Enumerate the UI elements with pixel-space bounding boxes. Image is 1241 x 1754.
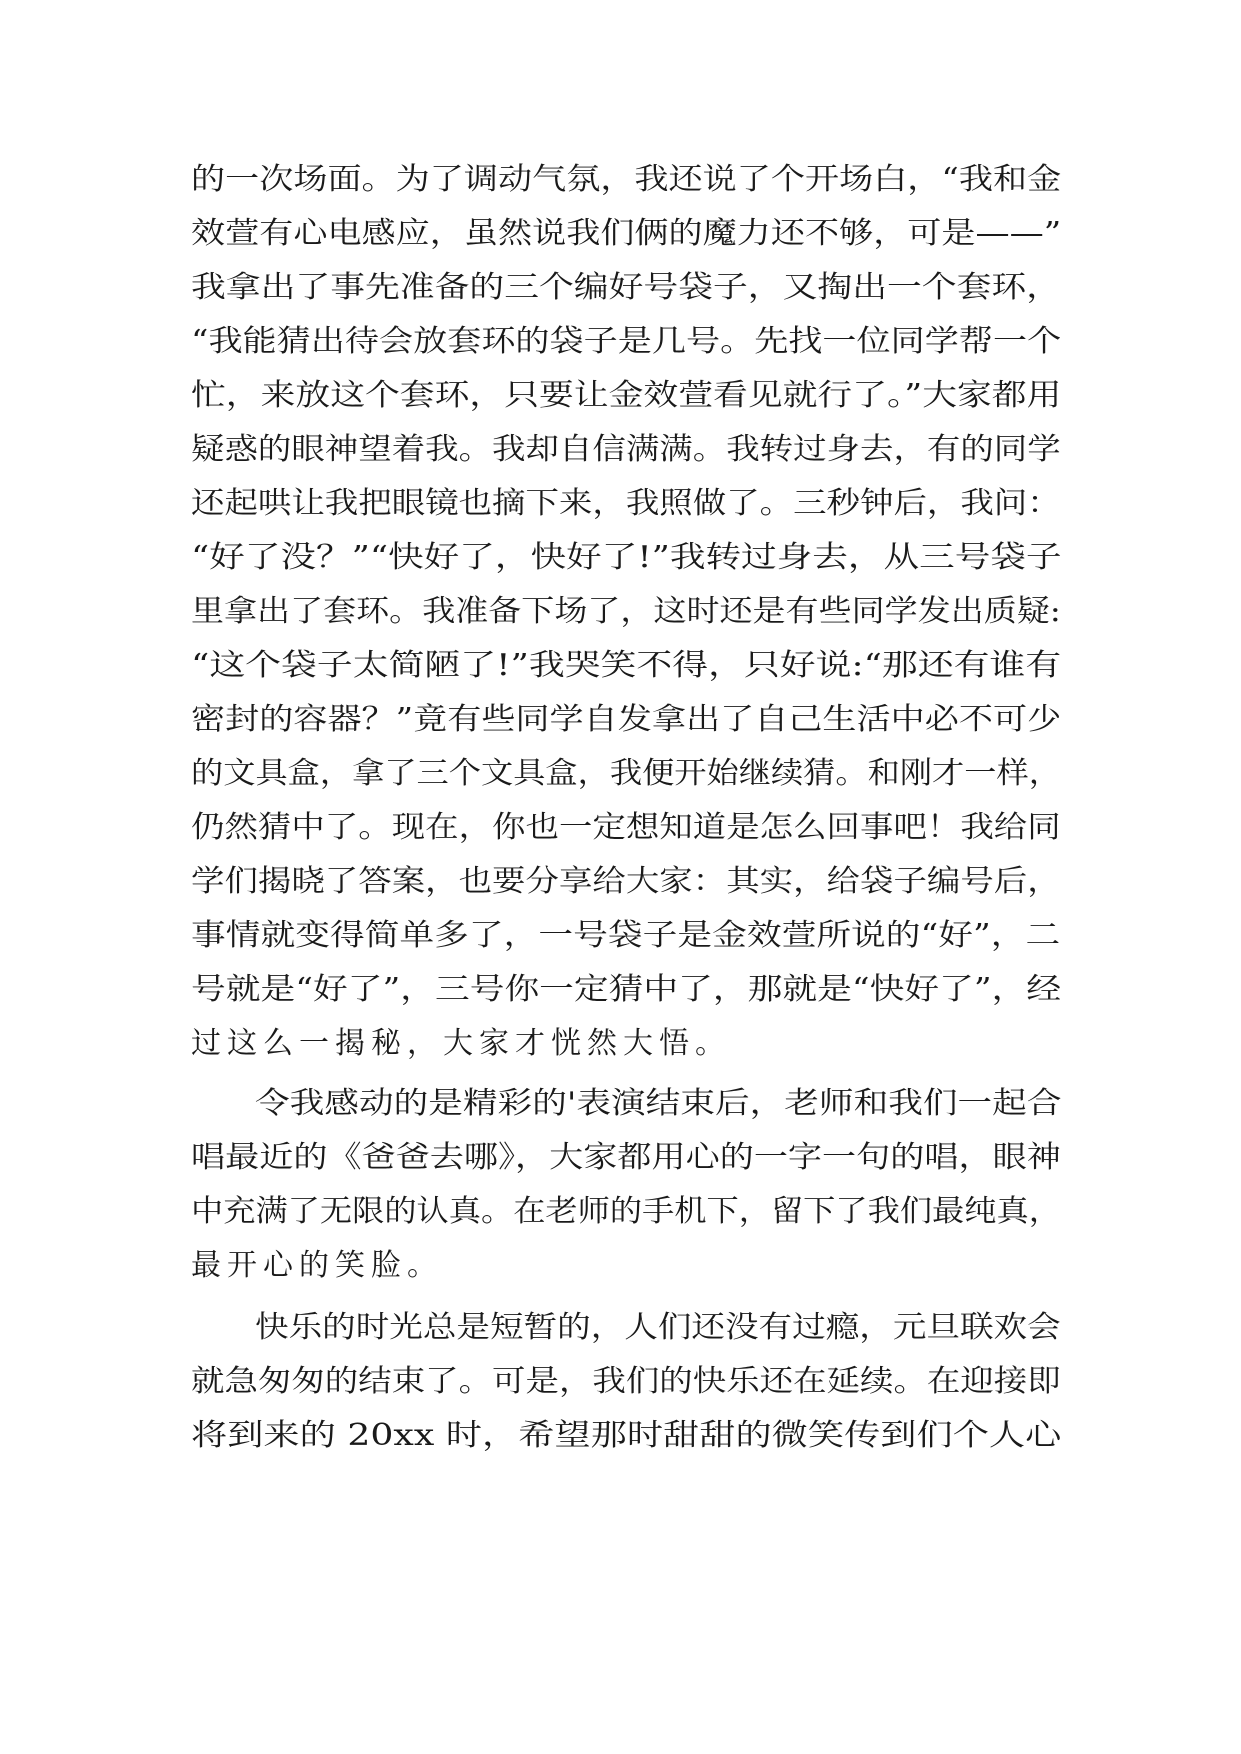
paragraph-line: 事情就变得简单多了，一号袋子是金效萱所说的“好”，二 — [191, 918, 1061, 953]
paragraph-line: 忙，来放这个套环，只要让金效萱看见就行了。”大家都用 — [191, 378, 1062, 413]
paragraph-line: 号就是“好了”，三号你一定猜中了，那就是“快好了”，经 — [191, 972, 1062, 1007]
paragraph-line: 令我感动的是精彩的'表演结束后，老师和我们一起合 — [255, 1086, 1062, 1121]
paragraph-line: “这个袋子太简陋了!”我哭笑不得，只好说:“那还有谁有 — [191, 648, 1062, 683]
paragraph-line: 密封的容器？”竟有些同学自发拿出了自己生活中必不可少 — [191, 702, 1062, 737]
paragraph-line: 仍然猜中了。现在，你也一定想知道是怎么回事吧！我给同 — [191, 810, 1061, 845]
paragraph-line: 快乐的时光总是短暂的，人们还没有过瘾，元旦联欢会 — [255, 1310, 1061, 1345]
paragraph-line: 还起哄让我把眼镜也摘下来，我照做了。三秒钟后，我问： — [191, 486, 1061, 521]
paragraph-line: 过这么一揭秘，大家才恍然大悟。 — [191, 1026, 731, 1061]
paragraph-line: 我拿出了事先准备的三个编好号袋子，又掏出一个套环， — [191, 270, 1061, 305]
paragraph-line: 将到来的 20xx 时，希望那时甜甜的微笑传到们个人心 — [191, 1418, 1062, 1453]
paragraph-line: 的文具盒，拿了三个文具盒，我便开始继续猜。和刚才一样， — [191, 756, 1061, 791]
paragraph-line: “好了没？”“快好了，快好了!”我转过身去，从三号袋子 — [191, 540, 1062, 575]
paragraph-line: 唱最近的《爸爸去哪》，大家都用心的一字一句的唱，眼神 — [191, 1140, 1061, 1175]
paragraph-line: 里拿出了套环。我准备下场了，这时还是有些同学发出质疑: — [191, 594, 1061, 629]
paragraph-line: 最开心的笑脸。 — [191, 1248, 443, 1283]
paragraph-line: 中充满了无限的认真。在老师的手机下，留下了我们最纯真， — [191, 1194, 1061, 1229]
paragraph-line: 学们揭晓了答案，也要分享给大家：其实，给袋子编号后， — [191, 864, 1061, 899]
paragraph-line: “我能猜出待会放套环的袋子是几号。先找一位同学帮一个 — [191, 324, 1062, 359]
paragraph-line: 疑惑的眼神望着我。我却自信满满。我转过身去，有的同学 — [191, 432, 1061, 467]
paragraph-line: 的一次场面。为了调动气氛，我还说了个开场白，“我和金 — [191, 162, 1062, 197]
paragraph-line: 就急匆匆的结束了。可是，我们的快乐还在延续。在迎接即 — [191, 1364, 1061, 1399]
paragraph-line: 效萱有心电感应，虽然说我们俩的魔力还不够，可是——” — [191, 216, 1062, 251]
